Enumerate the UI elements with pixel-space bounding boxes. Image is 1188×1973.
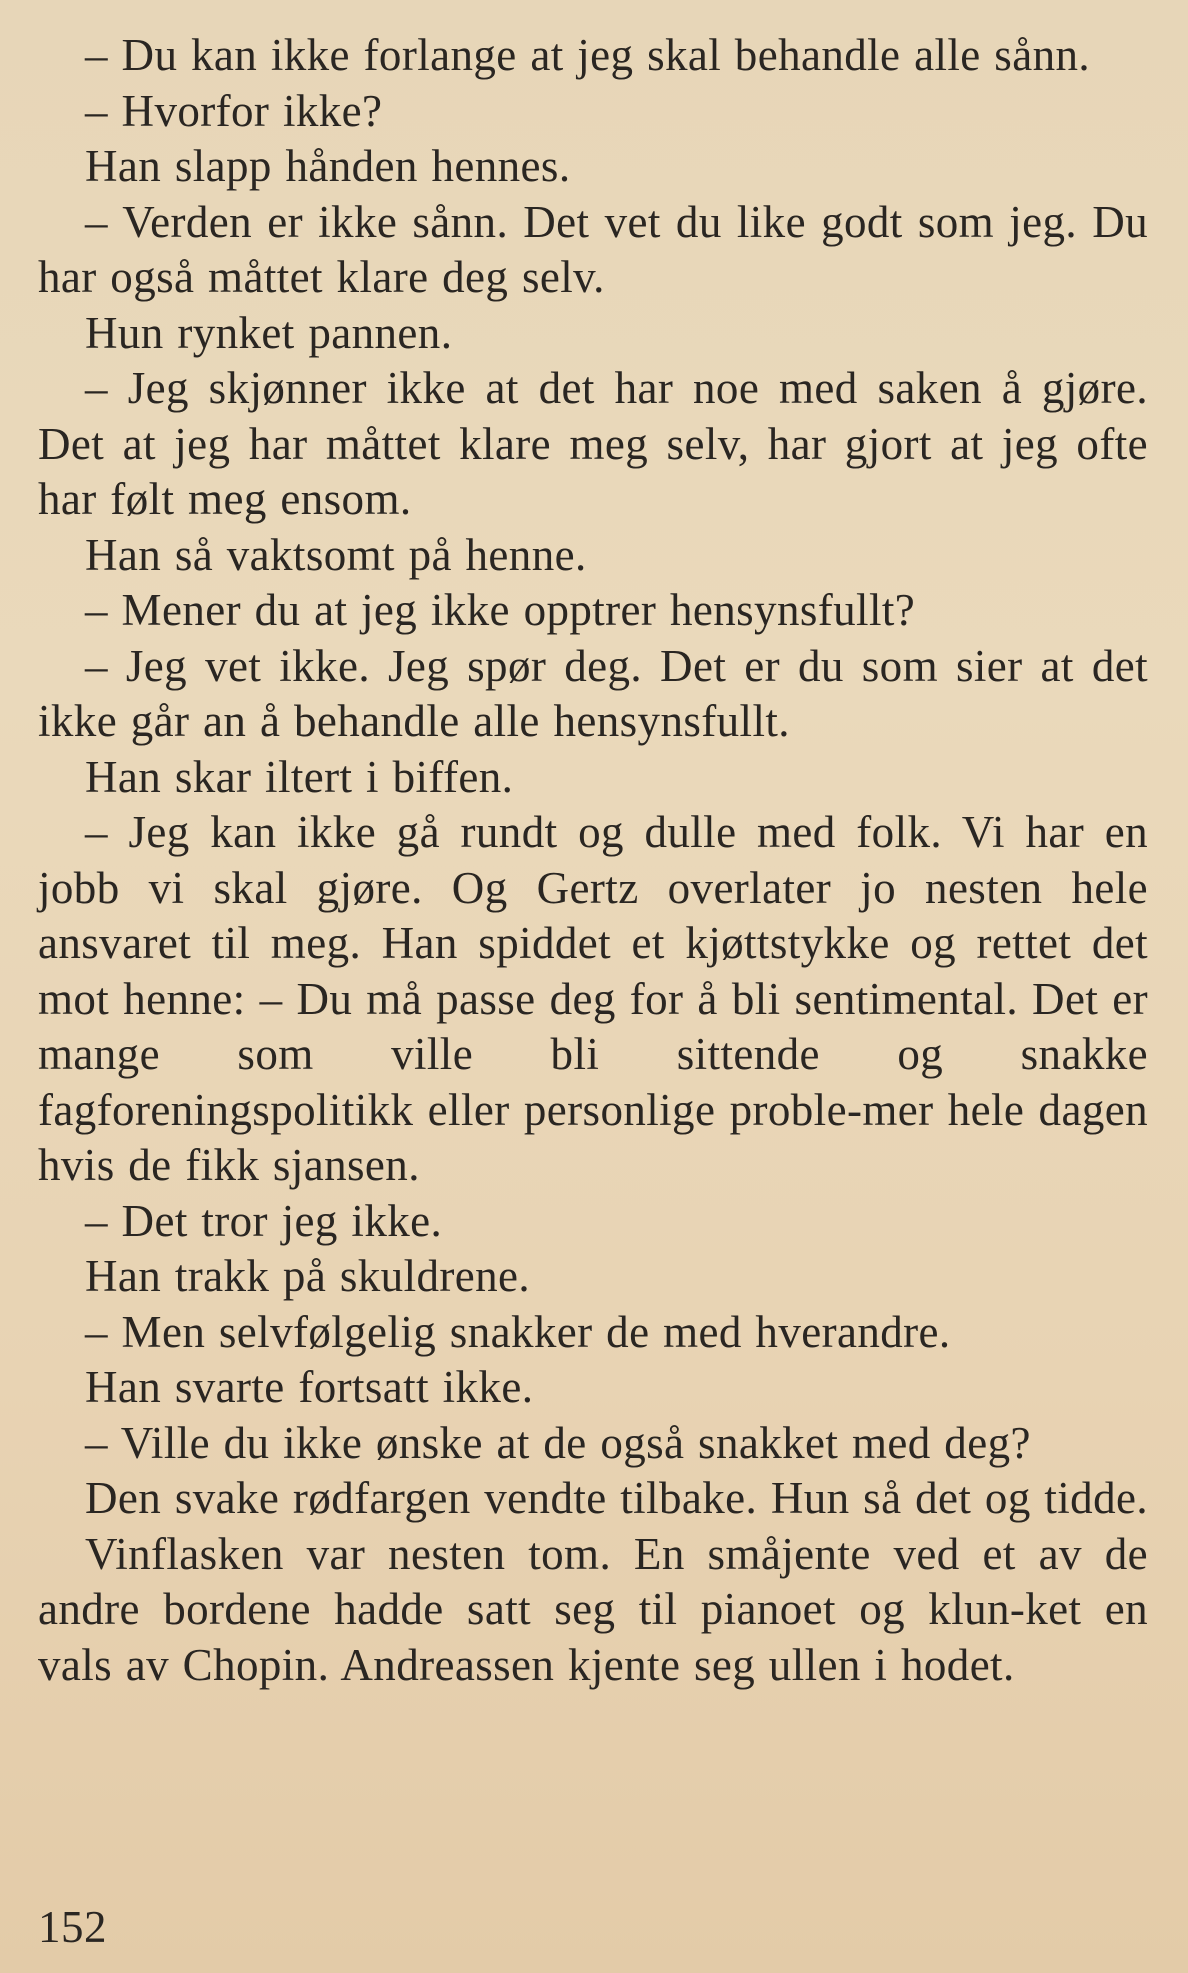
paragraph: – Jeg vet ikke. Jeg spør deg. Det er du som sier at det ikke går an å behandle alle hensynsfullt. (38, 640, 1148, 746)
paragraph: Han svarte fortsatt ikke. (85, 1362, 534, 1412)
paragraph: Han trakk på skuldrene. (85, 1251, 531, 1301)
paragraph: – Ville du ikke ønske at de også snakket med deg? (85, 1417, 1031, 1468)
paragraph: – Mener du at jeg ikke opptrer hensynsfullt? (85, 585, 916, 635)
paragraph: Hun rynket pannen. (85, 307, 453, 358)
paragraph: – Verden er ikke sånn. Det vet du like godt som jeg. Du har også måttet klare deg selv. (38, 196, 1148, 302)
paragraph: – Du kan ikke forlange at jeg skal behandle alle sånn. (85, 30, 1091, 80)
paragraph: Vinflasken var nesten tom. En småjente ved et av de andre bordene hadde satt seg til pianoet og klun-ket en vals av Chopin. Andreassen kjente seg ullen i hodet. (38, 1528, 1148, 1690)
paragraph: Den svake rødfargen vendte tilbake. Hun så det og tidde. (85, 1473, 1149, 1523)
body-text (38, 28, 1148, 1693)
paragraph: – Hvorfor ikke? (85, 85, 383, 136)
paragraph: Han slapp hånden hennes. (85, 141, 571, 191)
page-number: 152 (38, 1902, 107, 1952)
paragraph: Han så vaktsomt på henne. (85, 529, 587, 580)
paragraph: – Men selvfølgelig snakker de med hverandre. (85, 1306, 951, 1357)
paragraph: Han skar iltert i biffen. (85, 751, 514, 802)
paragraph: – Jeg kan ikke gå rundt og dulle med folk. Vi har en jobb vi skal gjøre. Og Gertz overlater jo nesten hele ansvaret til meg. Han spiddet et kjøttstykke og rettet det mot henne: – Du må passe deg for å bli sentimental. Det er mange som ville bli sittende og snakke fagforeningspolitikk eller personlige proble-mer hele dagen hvis de fikk sjansen. (38, 807, 1148, 1190)
paragraph: – Jeg skjønner ikke at det har noe med saken å gjøre. Det at jeg har måttet klare meg selv, har gjort at jeg ofte har følt meg ensom. (38, 363, 1148, 524)
paragraph: – Det tror jeg ikke. (85, 1195, 443, 1246)
